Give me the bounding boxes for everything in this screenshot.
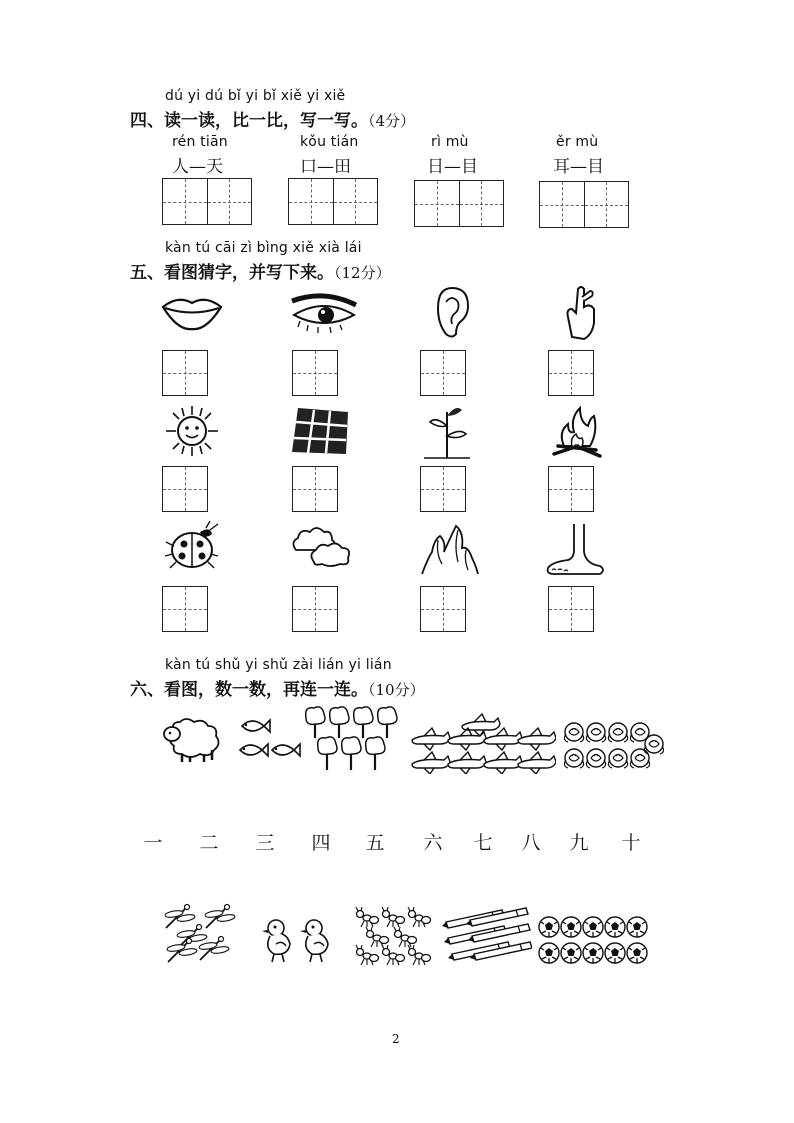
pair1-writing-box[interactable] bbox=[162, 178, 252, 225]
numeral-4[interactable]: 四 bbox=[311, 832, 331, 854]
pair3-pinyin: rì mù bbox=[431, 134, 469, 150]
pair4-writing-box[interactable] bbox=[539, 181, 629, 228]
section4-pinyin: dú yi dú bǐ yi bǐ xiě yi xiě bbox=[165, 88, 346, 104]
pair2-writing-box[interactable] bbox=[288, 178, 378, 225]
ear-icon bbox=[432, 284, 472, 340]
mountain-icon bbox=[420, 518, 480, 576]
pair4-word: 耳—目 bbox=[553, 157, 604, 177]
numeral-10[interactable]: 十 bbox=[621, 832, 641, 854]
pair2-word: 口—田 bbox=[300, 157, 351, 177]
answer-box-sun[interactable] bbox=[162, 466, 208, 512]
answer-box-ear[interactable] bbox=[420, 350, 466, 396]
answer-box-mouth[interactable] bbox=[162, 350, 208, 396]
section6-pinyin: kàn tú shǔ yi shǔ zài lián yi lián bbox=[165, 657, 392, 673]
pair3-writing-box[interactable] bbox=[414, 180, 504, 227]
field-icon bbox=[288, 404, 354, 458]
fire-icon bbox=[548, 402, 606, 460]
numeral-3[interactable]: 三 bbox=[255, 832, 275, 854]
flower-icon bbox=[564, 720, 664, 774]
pair3-word: 日—目 bbox=[427, 157, 478, 177]
section5-pinyin: kàn tú cāi zì bìng xiě xià lái bbox=[165, 240, 362, 256]
sheep-icon bbox=[160, 712, 224, 764]
section5-score: （12分） bbox=[334, 264, 391, 282]
section5-title: 五、看图猜字，并写下来。 bbox=[130, 263, 334, 283]
answer-box-eye[interactable] bbox=[292, 350, 338, 396]
sprout-icon bbox=[422, 402, 472, 460]
tree-icon bbox=[302, 704, 408, 774]
numeral-2[interactable]: 二 bbox=[199, 832, 219, 854]
pencil-icon bbox=[440, 906, 532, 964]
section6-title: 六、看图，数一数，再连一连。 bbox=[130, 680, 368, 700]
answer-box-foot[interactable] bbox=[548, 586, 594, 632]
bird-icon bbox=[258, 916, 334, 966]
sun-icon bbox=[164, 405, 220, 457]
cloud-icon bbox=[288, 522, 354, 568]
answer-box-mountain[interactable] bbox=[420, 586, 466, 632]
mouth-icon bbox=[160, 293, 224, 333]
numeral-8[interactable]: 八 bbox=[521, 832, 541, 854]
airplane-icon bbox=[410, 712, 556, 774]
page-number: 2 bbox=[392, 1032, 400, 1046]
eye-icon bbox=[288, 291, 360, 335]
answer-box-hand[interactable] bbox=[548, 350, 594, 396]
answer-box-field[interactable] bbox=[292, 466, 338, 512]
section4-score: （4分） bbox=[368, 112, 416, 130]
soccer-ball-icon bbox=[536, 914, 652, 968]
answer-box-fire[interactable] bbox=[548, 466, 594, 512]
dragonfly-icon bbox=[160, 902, 236, 964]
numeral-7[interactable]: 七 bbox=[473, 832, 493, 854]
ladybug-icon bbox=[162, 520, 222, 572]
pair2-pinyin: kǒu tián bbox=[300, 134, 359, 150]
pair1-word: 人—天 bbox=[172, 157, 223, 177]
numeral-6[interactable]: 六 bbox=[423, 832, 443, 854]
answer-box-sprout[interactable] bbox=[420, 466, 466, 512]
section6-score: （10分） bbox=[368, 681, 425, 699]
hand-icon bbox=[560, 283, 602, 341]
section6-heading bbox=[130, 675, 425, 700]
numeral-1[interactable]: 一 bbox=[143, 832, 163, 854]
section5-heading bbox=[130, 258, 391, 283]
numeral-9[interactable]: 九 bbox=[569, 832, 589, 854]
numeral-5[interactable]: 五 bbox=[365, 832, 385, 854]
fish-icon bbox=[236, 714, 304, 766]
answer-box-ladybug[interactable] bbox=[162, 586, 208, 632]
answer-box-cloud[interactable] bbox=[292, 586, 338, 632]
pair4-pinyin: ěr mù bbox=[556, 134, 599, 150]
ant-icon bbox=[352, 902, 438, 966]
foot-icon bbox=[544, 522, 608, 576]
section4-heading bbox=[130, 106, 415, 131]
section4-title: 四、读一读，比一比，写一写。 bbox=[130, 111, 368, 131]
pair1-pinyin: rén tiān bbox=[172, 134, 228, 150]
